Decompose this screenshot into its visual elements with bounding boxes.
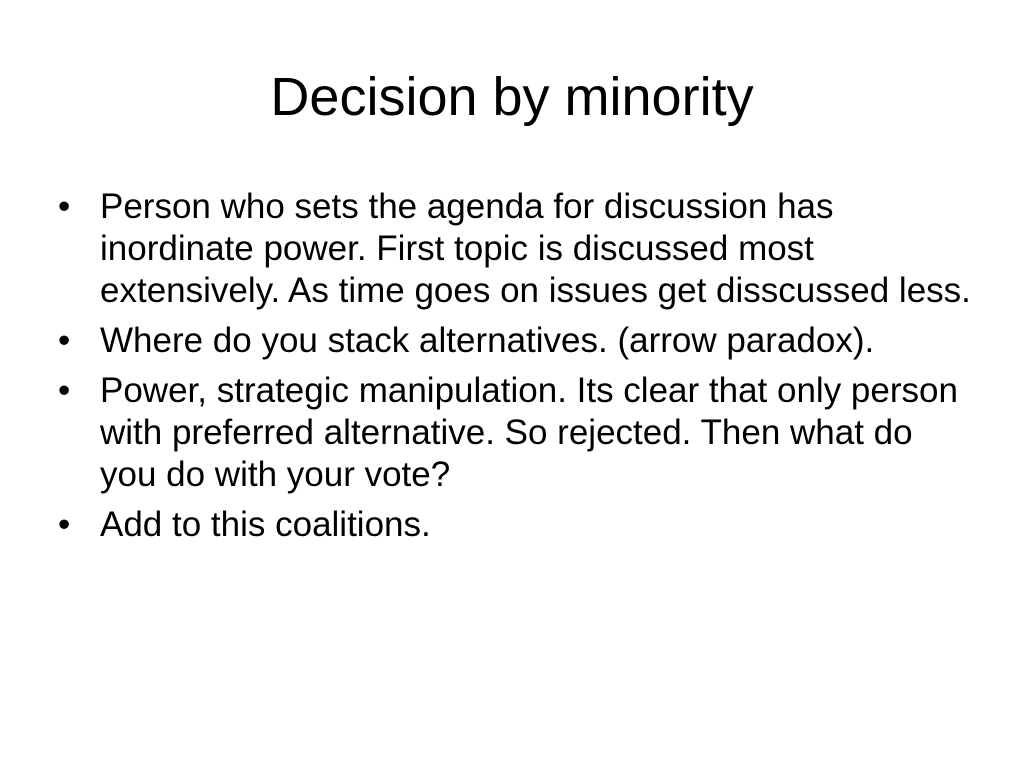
bullet-text-1: Person who sets the agenda for discussion has inordinate power. First topic is discussed most extensively. As time goes on issues get disscussed less.	[100, 187, 971, 310]
bullet-item-3	[58, 370, 978, 496]
bullet-list	[58, 186, 978, 554]
bullet-item-2	[58, 320, 978, 362]
slide-title: Decision by minority	[270, 67, 754, 127]
bullet-text-4: Add to this coalitions.	[100, 505, 431, 544]
bullet-item-4	[58, 504, 978, 546]
bullet-text-2: Where do you stack alternatives. (arrow paradox).	[100, 321, 875, 360]
bullet-item-1	[58, 186, 978, 312]
bullet-icon: •	[58, 505, 71, 544]
bullet-icon: •	[58, 371, 71, 410]
bullet-icon: •	[58, 187, 71, 226]
bullet-text-3: Power, strategic manipulation. Its clear that only person with preferred alternative. So rejected. Then what do you do with your vote?	[100, 371, 958, 494]
bullet-icon: •	[58, 321, 71, 360]
